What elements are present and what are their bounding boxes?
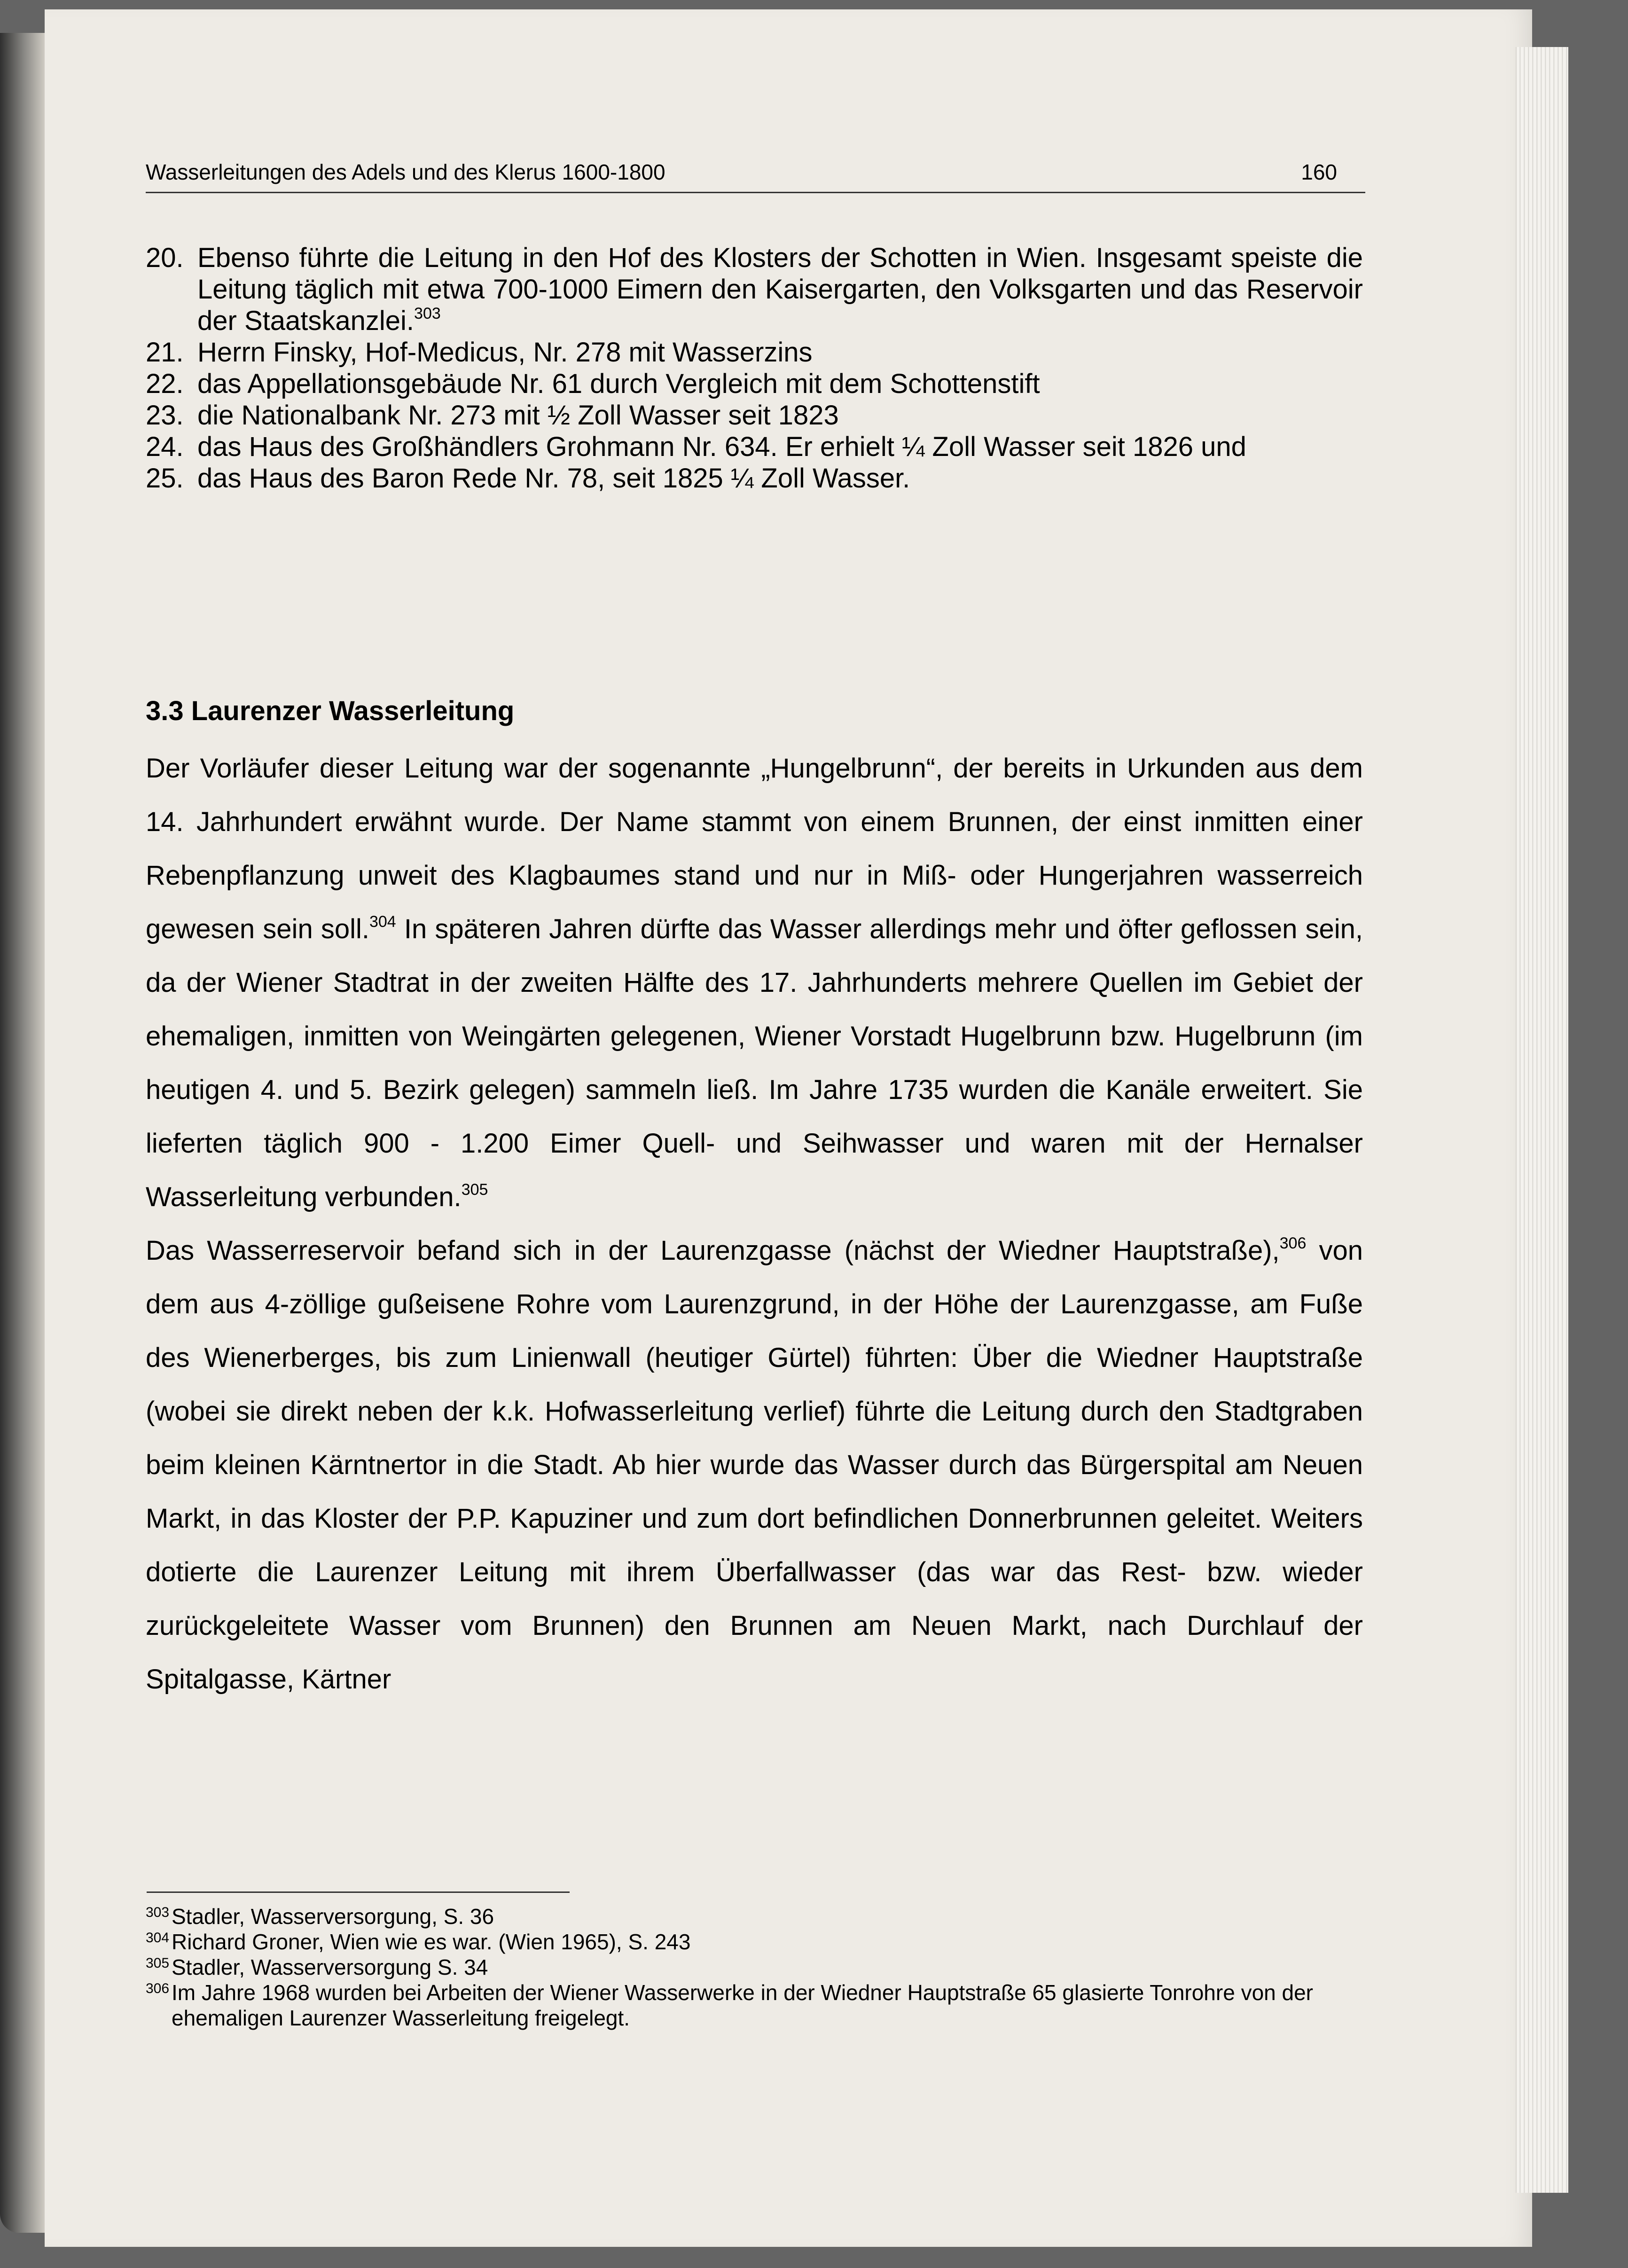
footnote-number: 306 [146,1981,170,1996]
footnote [146,1954,1349,1980]
footnote-text: Im Jahre 1968 wurden bei Arbeiten der Wiener Wasserwerke in der Wiedner Hauptstraße 65 glasierte Tonrohre von der ehemaligen Laurenzer Wasserleitung freigelegt. [172,1980,1313,2030]
list-item-text: die Nationalbank Nr. 273 mit ½ Zoll Wasser seit 1823 [197,400,839,431]
list-item-text: Herrn Finsky, Hof-Medicus, Nr. 278 mit Wasserzins [197,337,813,368]
footnote-text: Stadler, Wasserversorgung, S. 36 [172,1904,494,1929]
footnote [146,1929,1349,1954]
page-number: 160 [1301,160,1337,184]
numbered-list [146,242,1363,494]
list-item-text: das Haus des Baron Rede Nr. 78, seit 1825 ¼ Zoll Wasser. [197,463,910,494]
list-item [146,368,1363,400]
paragraph: Der Vorläufer dieser Leitung war der sogenannte „Hungelbrunn“, der bereits in Urkunden aus dem 14. Jahrhundert erwähnt wurde. Der Name stammt von einem Brunnen, der einst inmitten einer Rebenpflanzung unweit des Klagbaumes stand und nur in Miß- oder Hungerjahren wasserreich gewesen sein soll.$^{304}$ In späteren Jahren dürfte das Wasser allerdings mehr und öfter geflossen sein, da der Wiener Stadtrat in der zweiten Hälfte des 17. Jahrhunderts mehrere Quellen im Gebiet der ehemaligen, inmitten von Weingärten gelegenen, Wiener Vorstadt Hugelbrunn bzw. Hugelbrunn (im heutigen 4. und 5. Bezirk gelegen) sammeln ließ. Im Jahre 1735 wurden die Kanäle erweitert. Sie lieferten täglich 900 - 1.200 Eimer Quell- und Seihwasser und waren mit der Hernalser Wasserleitung verbunden.$^{305}$ [146,753,1363,1212]
list-item [146,242,1363,337]
list-item-text: Ebenso führte die Leitung in den Hof des Klosters der Schotten in Wien. Insgesamt speiste die Leitung täglich mit etwa 700-1000 Eimern den Kaisergarten, den Volksgarten und das Reservoir der Staatskanzlei.$^{303}$ [197,243,1363,336]
list-item [146,463,1363,494]
body-text [146,742,1363,1706]
header-title: Wasserleitungen des Adels und des Klerus 1600-1800 [146,160,665,184]
left-page-edge [0,33,45,2233]
footnote-number: 305 [146,1955,170,1971]
list-item-number: 24. [146,432,184,462]
list-item-text: das Haus des Großhändlers Grohmann Nr. 634. Er erhielt ¼ Zoll Wasser seit 1826 und [197,432,1246,462]
list-item-number: 20. [146,243,184,273]
list-item-number: 23. [146,400,184,431]
footnote-text: Richard Groner, Wien wie es war. (Wien 1965), S. 243 [172,1930,691,1954]
list-item-number: 21. [146,337,184,368]
footnote-ref: 305 [461,1180,488,1199]
list-item-number: 25. [146,463,184,494]
footnote [146,1904,1349,1929]
footnote-ref: 304 [369,912,396,931]
footnote-ref: 306 [1279,1234,1307,1252]
footnote-ref: 303 [414,304,441,322]
footnote-separator [147,1891,570,1893]
footnote-text: Stadler, Wasserversorgung S. 34 [172,1955,488,1979]
section-heading: 3.3 Laurenzer Wasserleitung [146,696,515,726]
footnote-number: 303 [146,1905,170,1920]
footnotes [146,1904,1349,2031]
list-item [146,431,1363,463]
list-item [146,337,1363,368]
page-edges [1516,47,1568,2193]
list-item [146,400,1363,431]
list-item-text: das Appellationsgebäude Nr. 61 durch Vergleich mit dem Schottenstift [197,369,1040,399]
running-header [146,159,1365,193]
footnote [146,1980,1349,2031]
paragraph: Das Wasserreservoir befand sich in der Laurenzgasse (nächst der Wiedner Hauptstraße),$^{306}$ von dem aus 4-zöllige gußeisene Rohre vom Laurenzgrund, in der Höhe der Laurenzgasse, am Fuße des Wienerberges, bis zum Linienwall (heutiger Gürtel) führten: Über die Wiedner Hauptstraße (wobei sie direkt neben der k.k. Hofwasserleitung verlief) führte die Leitung durch den Stadtgraben beim kleinen Kärntnertor in die Stadt. Ab hier wurde das Wasser durch das Bürgerspital am Neuen Markt, in das Kloster der P.P. Kapuziner und zum dort befindlichen Donnerbrunnen geleitet. Weiters dotierte die Laurenzer Leitung mit ihrem Überfallwasser (das war das Rest- bzw. wieder zurückgeleitete Wasser vom Brunnen) den Brunnen am Neuen Markt, nach Durchlauf der Spitalgasse, Kärtner [146,1234,1363,1695]
list-item-number: 22. [146,369,184,399]
footnote-number: 304 [146,1930,170,1946]
